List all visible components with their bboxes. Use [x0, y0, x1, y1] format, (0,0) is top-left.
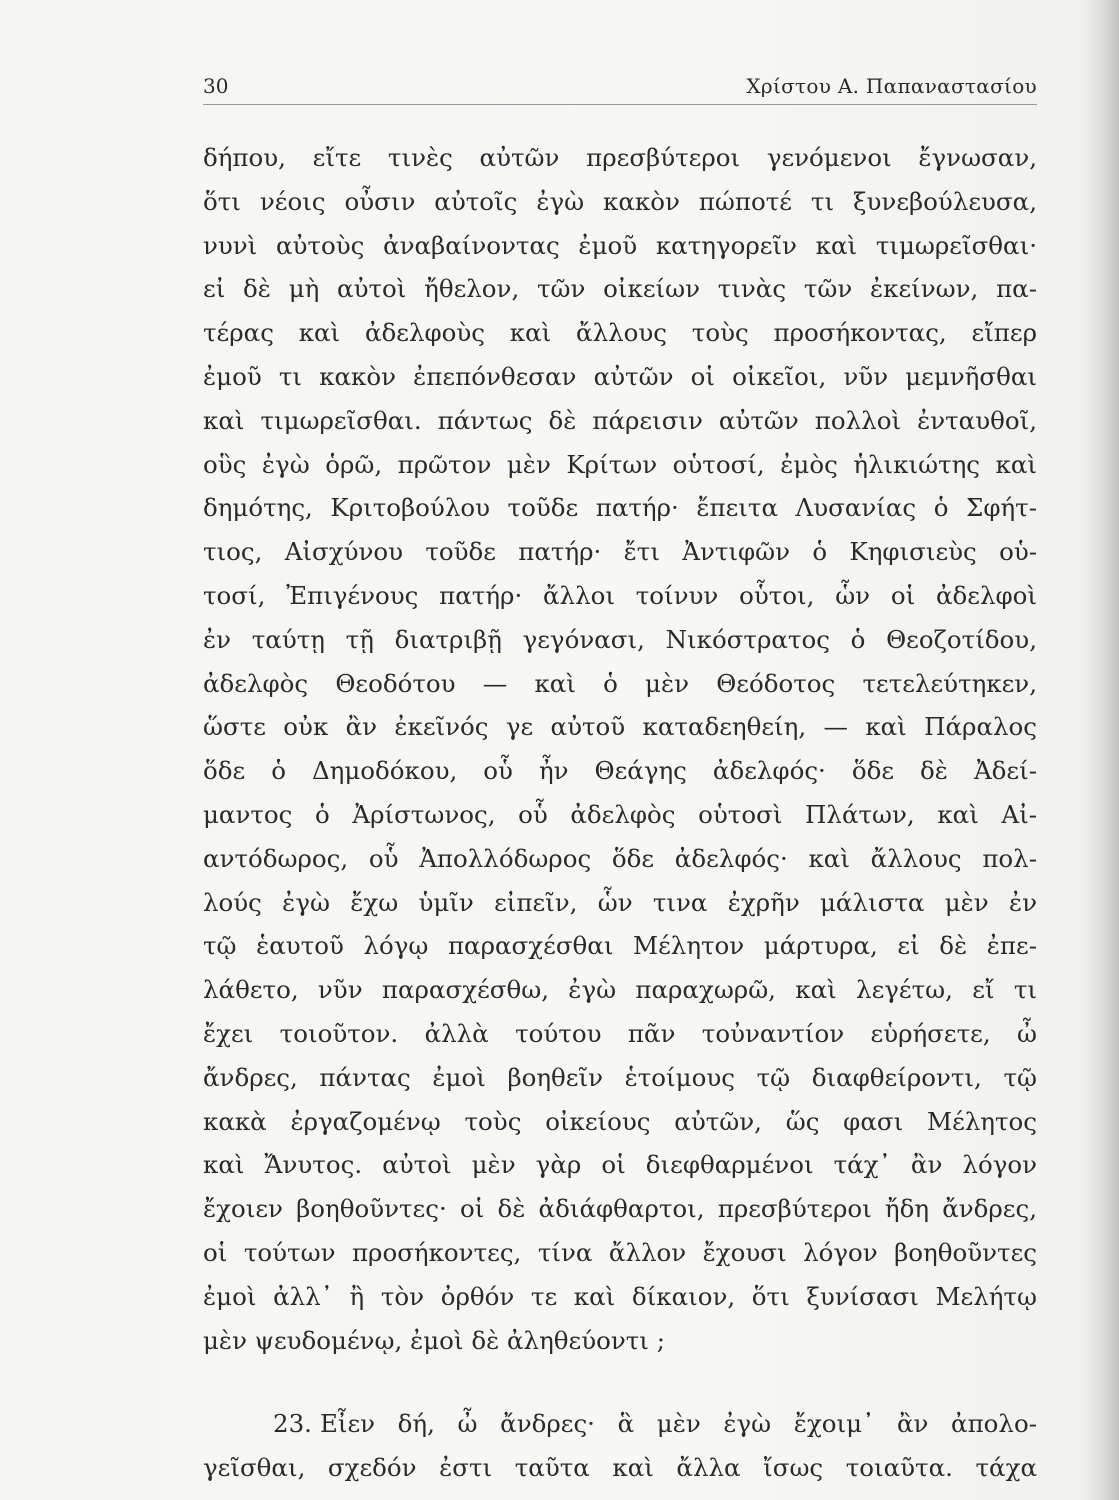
text-line: ἐμοὶ ἀλλ᾽ ἢ τὸν ὀρθόν τε καὶ δίκαιον, ὅτι ξυνίσασι Μελήτῳ [203, 1281, 1037, 1311]
text-line: ἄνδρες, πάντας ἐμοὶ βοηθεῖν ἑτοίμους τῷ διαφθείροντι, τῷ [203, 1062, 1037, 1092]
text-line: λούς ἐγὼ ἔχω ὑμῖν εἰπεῖν, ὧν τινα ἐχρῆν μάλιστα μὲν ἐν [203, 887, 1037, 917]
text-line: οἱ τούτων προσήκοντες, τίνα ἄλλον ἔχουσι λόγον βοηθοῦντες [203, 1237, 1037, 1267]
text-line: τοσί, Ἐπιγένους πατήρ· ἄλλοι τοίνυν οὗτοι, ὧν οἱ ἀδελφοὶ [203, 580, 1037, 610]
page-header [203, 70, 1037, 105]
text-line: κακὰ ἐργαζομένῳ τοὺς οἰκείους αὐτῶν, ὥς φασι Μέλητος [203, 1106, 1037, 1136]
text-line: ἐμοῦ τι κακὸν ἐπεπόνθεσαν αὐτῶν οἱ οἰκεῖοι, νῦν μεμνῆσθαι [203, 361, 1037, 391]
text-line: ἔχει τοιοῦτον. ἀλλὰ τούτου πᾶν τοὐναντίον εὑρήσετε, ὦ [203, 1018, 1037, 1048]
section-number: 23. [273, 1409, 312, 1439]
text-line: τέρας καὶ ἀδελφοὺς καὶ ἄλλους τοὺς προσήκοντας, εἴπερ [203, 318, 1037, 348]
section-second-line: γεῖσθαι, σχεδόν ἐστι ταῦτα καὶ ἄλλα ἴσως τοιαῦτα. τάχα [203, 1453, 1037, 1483]
section-first-line-text: Εἶεν δή, ὦ ἄνδρες· ἃ μὲν ἐγὼ ἔχοιμ᾽ ἂν ἀπολο- [319, 1409, 1037, 1439]
running-head: Χρίστου Α. Παπαναστασίου [746, 74, 1037, 98]
section-first-line [203, 1402, 1037, 1446]
text-line: ὅδε ὁ Δημοδόκου, οὗ ἦν Θεάγης ἀδελφός· ὅδε δὲ Ἀδεί- [203, 756, 1037, 786]
text-line: οὓς ἐγὼ ὁρῶ, πρῶτον μὲν Κρίτων οὑτοσί, ἐμὸς ἡλικιώτης καὶ [203, 449, 1037, 479]
text-line: ἔχοιεν βοηθοῦντες· οἱ δὲ ἀδιάφθαρτοι, πρεσβύτεροι ἤδη ἄνδρες, [203, 1194, 1037, 1224]
page-edge-shadow [1079, 0, 1119, 1500]
text-line: τιος, Αἰσχύνου τοῦδε πατήρ· ἔτι Ἀντιφῶν ὁ Κηφισιεὺς οὑ- [203, 537, 1037, 567]
paragraph-gap [203, 1362, 1037, 1402]
text-line: ἀδελφὸς Θεοδότου — καὶ ὁ μὲν Θεόδοτος τετελεύτηκεν, [203, 668, 1037, 698]
text-line: καὶ Ἄνυτος. αὐτοὶ μὲν γὰρ οἱ διεφθαρμένοι τάχ᾽ ἂν λόγον [203, 1150, 1037, 1180]
text-line: αντόδωρος, οὗ Ἀπολλόδωρος ὅδε ἀδελφός· καὶ ἄλλους πολ- [203, 843, 1037, 873]
text-line: δημότης, Κριτοβούλου τοῦδε πατήρ· ἔπειτα Λυσανίας ὁ Σφήτ- [203, 493, 1037, 523]
text-line: μὲν ψευδομένῳ, ἐμοὶ δὲ ἀληθεύοντι ; [203, 1325, 665, 1355]
page-number: 30 [203, 74, 229, 98]
text-line: δήπου, εἴτε τινὲς αὐτῶν πρεσβύτεροι γενόμενοι ἔγνωσαν, [203, 143, 1037, 172]
text-line: καὶ τιμωρεῖσθαι. πάντως δὲ πάρεισιν αὐτῶν πολλοὶ ἐνταυθοῖ, [203, 405, 1037, 435]
text-line: εἰ δὲ μὴ αὐτοὶ ἤθελον, τῶν οἰκείων τινὰς τῶν ἐκείνων, πα- [203, 274, 1037, 304]
text-line: μαντος ὁ Ἀρίστωνος, οὗ ἀδελφὸς οὑτοσὶ Πλάτων, καὶ Αἰ- [203, 799, 1037, 829]
text-line: λάθετο, νῦν παρασχέσθω, ἐγὼ παραχωρῶ, καὶ λεγέτω, εἴ τι [203, 975, 1037, 1005]
text-line: ἐν ταύτῃ τῇ διατριβῇ γεγόνασι, Νικόστρατος ὁ Θεοζοτίδου, [203, 624, 1037, 654]
text-line: νυνὶ αὐτοὺς ἀναβαίνοντας ἐμοῦ κατηγορεῖν καὶ τιμωρεῖσθαι· [203, 230, 1037, 260]
text-line: ὥστε οὐκ ἂν ἐκεῖνός γε αὐτοῦ καταδεηθείη, — καὶ Πάραλος [203, 712, 1037, 742]
text-line: τῷ ἑαυτοῦ λόγῳ παρασχέσθαι Μέλητον μάρτυρα, εἰ δὲ ἐπε- [203, 931, 1037, 961]
body-text [203, 136, 1037, 1490]
paragraph [203, 136, 1037, 1362]
text-line: ὅτι νέοις οὖσιν αὐτοῖς ἐγὼ κακὸν πώποτέ τι ξυνεβούλευσα, [203, 186, 1037, 216]
